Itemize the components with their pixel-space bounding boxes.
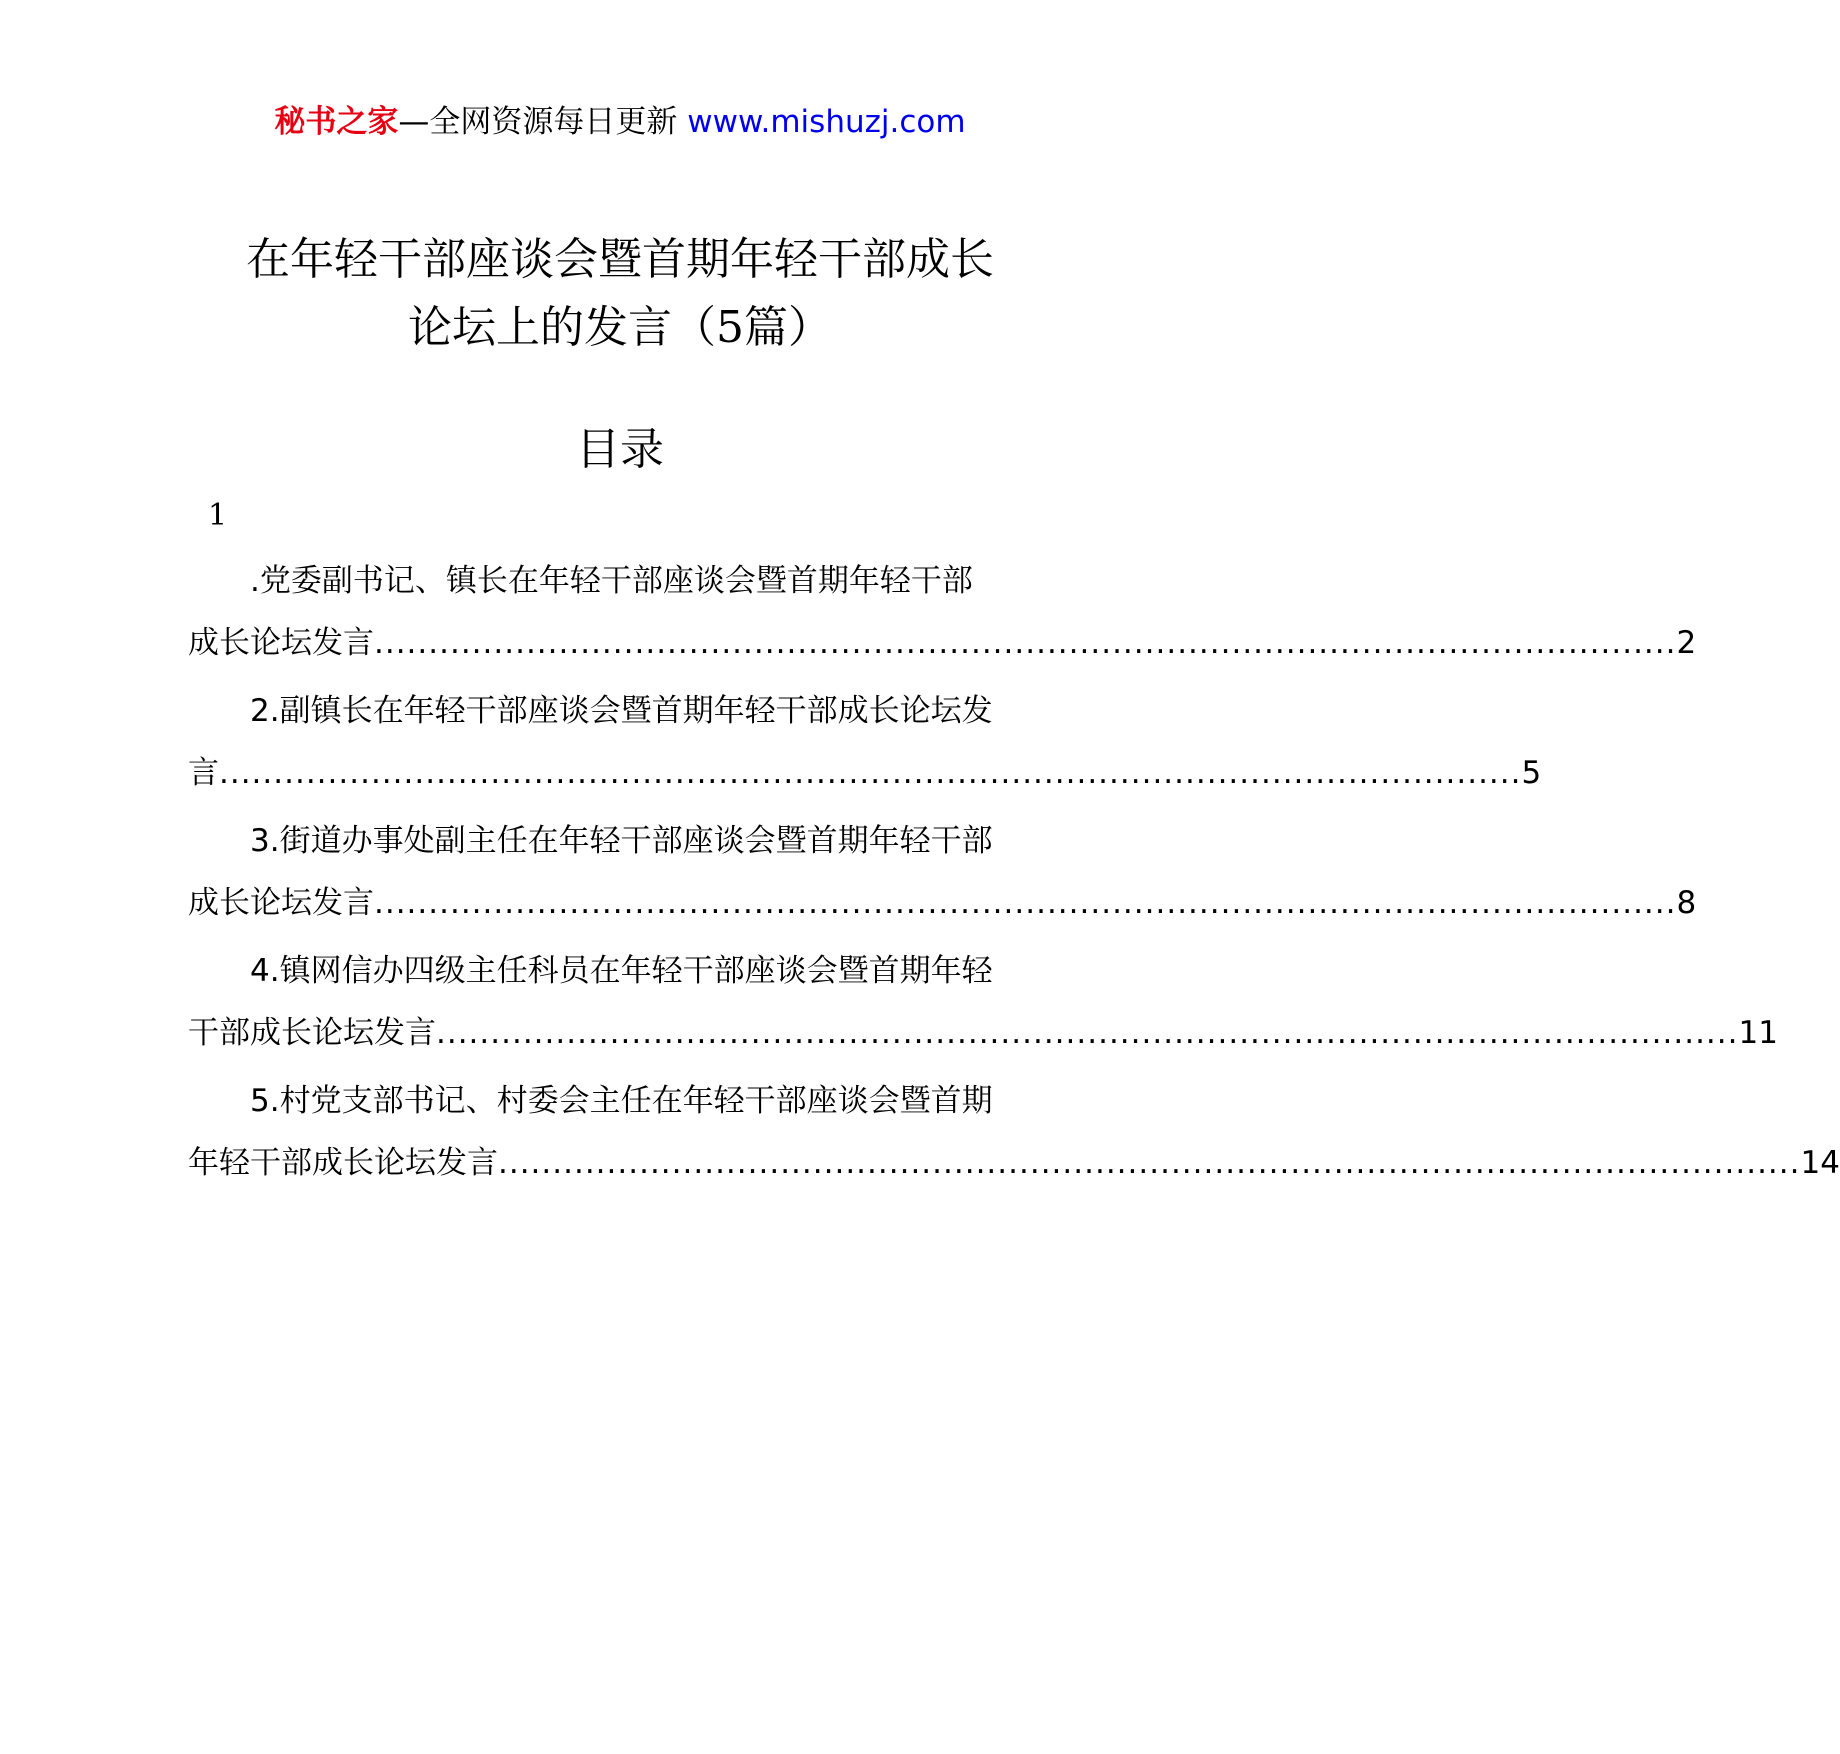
toc-entry-text: 4.镇网信办四级主任科员在年轻干部座谈会暨首期年轻 [250,953,993,989]
stray-number: 1 [208,498,228,533]
title-count: 5 [716,302,744,353]
toc-entry-3[interactable] [188,806,1697,936]
header-slogan: —全网资源每日更新 [398,104,688,140]
toc-dot-leader: ........................................................................................................................ [498,1145,1801,1181]
title-line-2-prefix: 论坛上的发言（ [408,302,716,353]
title-line-2 [170,294,1070,362]
toc-entry-continuation: 言 [188,755,219,791]
toc-entry-continuation: 干部成长论坛发言 [188,1015,436,1051]
site-header [0,102,1240,142]
toc-dot-leader: ........................................................................................................................ [219,755,1522,791]
toc-entry-text: 2.副镇长在年轻干部座谈会暨首期年轻干部成长论坛发 [250,693,993,729]
toc-page-number: 14 [1800,1145,1840,1181]
toc-entry-line2 [188,868,1697,938]
toc-page-number: 11 [1738,1015,1778,1051]
toc-entry-line2 [188,998,1778,1068]
toc-heading: 目录 [576,424,664,475]
toc-entry-continuation: 年轻干部成长论坛发言 [188,1145,498,1181]
brand-name: 秘书之家 [274,104,399,140]
toc-entry-2[interactable] [188,676,1542,806]
toc-page-number: 2 [1676,625,1697,661]
site-url-link[interactable]: www.mishuzj.com [687,104,966,140]
title-line-1: 在年轻干部座谈会暨首期年轻干部成长 [246,234,994,285]
toc-entry-text: 5.村党支部书记、村委会主任在年轻干部座谈会暨首期 [250,1083,993,1119]
toc-entry-5[interactable] [188,1066,1840,1196]
toc-entry-text: 3.街道办事处副主任在年轻干部座谈会暨首期年轻干部 [250,823,993,859]
toc-entry-4[interactable] [188,936,1778,1066]
toc-entry-text: .党委副书记、镇长在年轻干部座谈会暨首期年轻干部 [250,563,973,599]
toc-page-number: 8 [1676,885,1697,921]
title-line-2-suffix: 篇） [744,302,832,353]
toc-dot-leader: ........................................................................................................................ [436,1015,1739,1051]
toc-entry-continuation: 成长论坛发言 [188,625,374,661]
document-title [170,226,1070,362]
toc-page-number: 5 [1521,755,1542,791]
toc-entry-line2 [188,738,1542,808]
toc-entry-line2 [188,608,1697,678]
toc-entry-1[interactable] [188,546,1697,676]
toc-entry-line2 [188,1128,1840,1198]
toc-dot-leader: ........................................................................................................................ [374,885,1677,921]
toc-dot-leader: ........................................................................................................................ [374,625,1677,661]
toc-entry-continuation: 成长论坛发言 [188,885,374,921]
table-of-contents [188,546,1840,1196]
